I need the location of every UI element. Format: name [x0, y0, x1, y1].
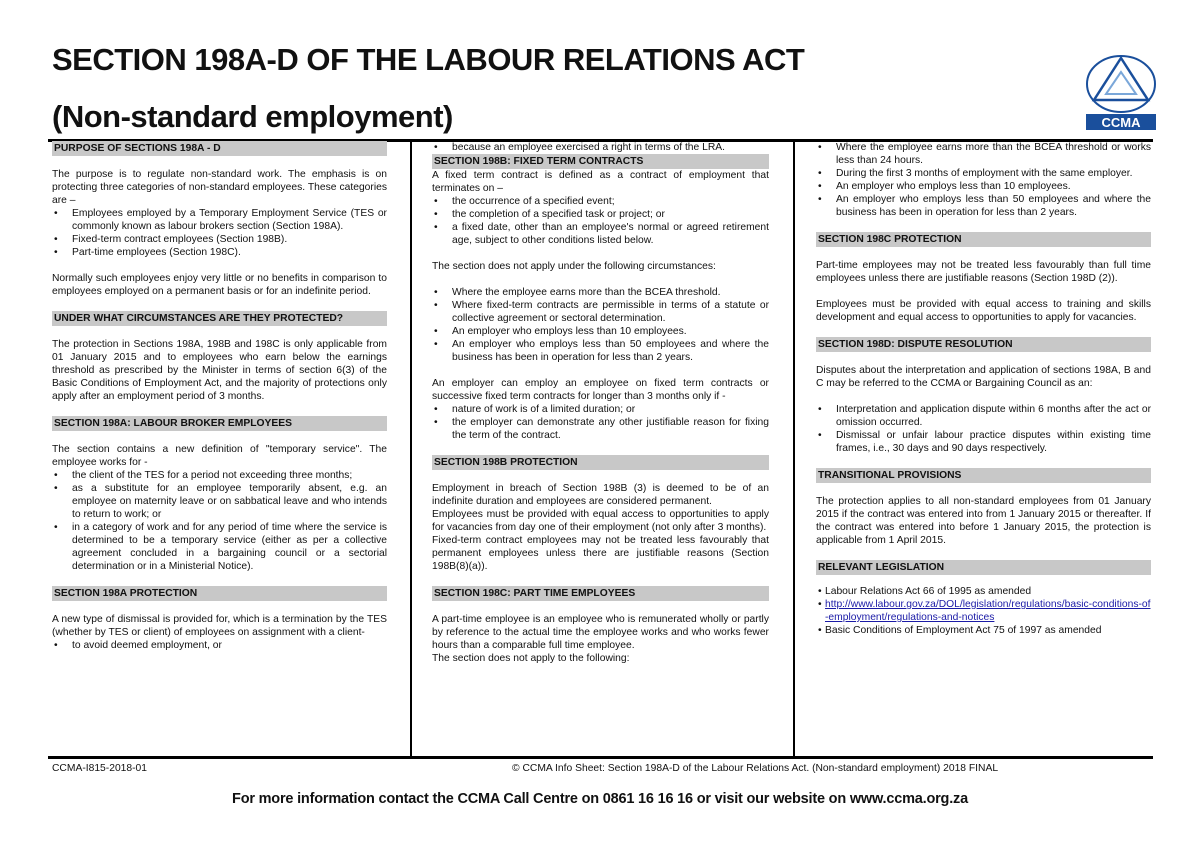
bullet-list	[432, 195, 769, 247]
paragraph: The protection in Sections 198A, 198B and 198C is only applicable from 01 January 2015 and to employees who earn below the earnings threshold as prescribed by the Minister in terms of section 6(3) of the Basic Conditions of Employment Act, and the majority of protections only apply after an employment period of 3 months.	[52, 339, 387, 402]
list-item: • Where the employee earns more than the BCEA threshold.	[432, 286, 769, 299]
bullet-list	[432, 141, 769, 154]
page-title: SECTION 198A-D OF THE LABOUR RELATIONS ACT	[52, 42, 805, 77]
paragraph: The section does not apply under the following circumstances:	[432, 261, 716, 272]
list-item: • the employer can demonstrate any other justifiable reason for fixing the term of the contract.	[432, 416, 769, 442]
list-item: • Where the employee earns more than the BCEA threshold or works less than 24 hours.	[816, 141, 1151, 167]
column-divider-1	[410, 141, 412, 756]
section-heading-198a: SECTION 198A: LABOUR BROKER EMPLOYEES	[52, 416, 387, 431]
list-item: • Employees employed by a Temporary Employment Service (TES or commonly known as labour brokers section (Section 198A).	[52, 207, 387, 233]
list-item: • a fixed date, other than an employee's normal or agreed retirement age, subject to other conditions listed below.	[432, 221, 769, 247]
section-heading-transitional: TRANSITIONAL PROVISIONS	[816, 468, 1151, 483]
paragraph: Normally such employees enjoy very little or no benefits in comparison to employees employed on a permanent basis or for an indefinite period.	[52, 273, 387, 297]
bullet-list	[52, 469, 387, 573]
logo-text: CCMA	[1101, 115, 1141, 130]
list-item: • During the first 3 months of employment with the same employer.	[816, 167, 1151, 180]
ccma-logo-icon	[1082, 50, 1160, 132]
list-item: • An employer who employs less than 10 employees.	[432, 325, 769, 338]
list-item: • Interpretation and application dispute within 6 months after the act or omission occurred.	[816, 403, 1151, 429]
paragraph: A fixed term contract is defined as a contract of employment that terminates on –	[432, 170, 769, 194]
list-item: • as a substitute for an employee temporarily absent, e.g. an employee on maternity leave or on sabbatical leave and who intends to return to work; or	[52, 482, 387, 521]
paragraph: A part-time employee is an employee who is remunerated wholly or partly by reference to the actual time the employee works and who works fewer hours than a comparable full time employee.	[432, 614, 769, 651]
list-item: • in a category of work and for any period of time where the service is determined to be a temporary service (either as per a collective agreement concluded in a bargaining council or a sectorial determination or in a Ministerial Notice).	[52, 521, 387, 573]
paragraph: Part-time employees may not be treated less favourably than full time employees unless there are justifiable reasons (Section 198D (2)).	[816, 260, 1151, 284]
section-heading-circumstances: UNDER WHAT CIRCUMSTANCES ARE THEY PROTECTED?	[52, 311, 387, 326]
section-heading-purpose: PURPOSE OF SECTIONS 198A - D	[52, 141, 387, 156]
section-heading-198b: SECTION 198B: FIXED TERM CONTRACTS	[432, 154, 769, 169]
list-item: • Dismissal or unfair labour practice disputes within existing time frames, i.e., 30 days and 90 days respectively.	[816, 429, 1151, 455]
column-2	[432, 141, 769, 755]
paragraph: An employer can employ an employee on fixed term contracts or successive fixed term contracts for longer than 3 months only if -	[432, 378, 769, 402]
list-item: • Fixed-term contract employees (Section 198B).	[52, 233, 387, 246]
paragraph: Employment in breach of Section 198B (3) is deemed to be of an indefinite duration and employees are considered permanent.	[432, 483, 769, 507]
footer-document-code: CCMA-I815-2018-01	[52, 763, 148, 774]
list-item: • the occurrence of a specified event;	[432, 195, 769, 208]
paragraph: Fixed-term contract employees may not be treated less favourably that permanent employees unless there are justifiable reasons (Section 198B(8)(a)).	[432, 535, 769, 572]
paragraph: Employees must be provided with equal access to training and skills development and equal access to opportunities to apply for vacancies.	[816, 299, 1151, 323]
column-3	[816, 141, 1151, 755]
bullet-list	[432, 286, 769, 364]
paragraph: The section contains a new definition of "temporary service". The employee works for -	[52, 444, 387, 468]
paragraph: Disputes about the interpretation and application of sections 198A, B and C may be referred to the CCMA or Bargaining Council as an:	[816, 365, 1151, 389]
paragraph: The section does not apply to the following:	[432, 653, 630, 664]
list-item: • because an employee exercised a right in terms of the LRA.	[432, 141, 769, 154]
list-item: • Where fixed-term contracts are permissible in terms of a statute or collective agreement or sectoral determination.	[432, 299, 769, 325]
footer-info: © CCMA Info Sheet: Section 198A-D of the Labour Relations Act. (Non-standard employment) 2018 FINAL	[512, 763, 999, 774]
paragraph: The protection applies to all non-standard employees from 01 January 2015 if the contract was entered into from 1 January 2015 or thereafter. If the contract was entered into before 1 January 2015, the protection is applicable from 1 April 2015.	[816, 496, 1151, 546]
section-heading-198a-protection: SECTION 198A PROTECTION	[52, 586, 387, 601]
page-subtitle: (Non-standard employment)	[52, 99, 453, 134]
paragraph: Employees must be provided with equal access to opportunities to apply for vacancies from day one of their employment (not only after 3 months).	[432, 509, 769, 533]
section-heading-198b-protection: SECTION 198B PROTECTION	[432, 455, 769, 470]
list-item: • the client of the TES for a period not exceeding three months;	[52, 469, 387, 482]
list-item	[816, 598, 1151, 624]
section-heading-legislation: RELEVANT LEGISLATION	[816, 560, 1151, 575]
legislation-list	[816, 585, 1151, 637]
bullet-list	[52, 207, 387, 259]
bullet-list	[816, 141, 1151, 219]
bullet-list	[52, 639, 387, 652]
list-item: • Part-time employees (Section 198C).	[52, 246, 387, 259]
list-item: • the completion of a specified task or project; or	[432, 208, 769, 221]
paragraph: A new type of dismissal is provided for, which is a termination by the TES (whether by TES or client) of employees on assignment with a client-	[52, 614, 387, 638]
section-heading-198c: SECTION 198C: PART TIME EMPLOYEES	[432, 586, 769, 601]
column-1	[52, 141, 387, 755]
bullet-list	[432, 403, 769, 442]
section-heading-198c-protection: SECTION 198C PROTECTION	[816, 232, 1151, 247]
bottom-rule	[48, 756, 1153, 759]
list-item: • Labour Relations Act 66 of 1995 as amended	[816, 585, 1151, 598]
list-item: • Basic Conditions of Employment Act 75 of 1997 as amended	[816, 624, 1151, 637]
list-item: • nature of work is of a limited duration; or	[432, 403, 769, 416]
list-item: • An employer who employs less than 50 employees and where the business has been in operation for less than 2 years.	[816, 193, 1151, 219]
list-item: • to avoid deemed employment, or	[52, 639, 387, 652]
bullet-list	[816, 403, 1151, 455]
ccma-logo	[1082, 50, 1160, 132]
labour-gov-link[interactable]: http://www.labour.gov.za/DOL/legislation/regulations/basic-conditions-of-employment/regulations-and-notices	[825, 599, 1151, 623]
footer-contact: For more information contact the CCMA Call Centre on 0861 16 16 16 or visit our website on www.ccma.org.za	[232, 791, 968, 807]
list-item: • An employer who employs less than 10 employees.	[816, 180, 1151, 193]
section-heading-198d: SECTION 198D: DISPUTE RESOLUTION	[816, 337, 1151, 352]
column-divider-2	[793, 141, 795, 756]
list-item: • An employer who employs less than 50 employees and where the business has been in operation for less than 2 years.	[432, 338, 769, 364]
paragraph: The purpose is to regulate non-standard work. The emphasis is on protecting three categories of non-standard employees. These categories are –	[52, 169, 387, 206]
